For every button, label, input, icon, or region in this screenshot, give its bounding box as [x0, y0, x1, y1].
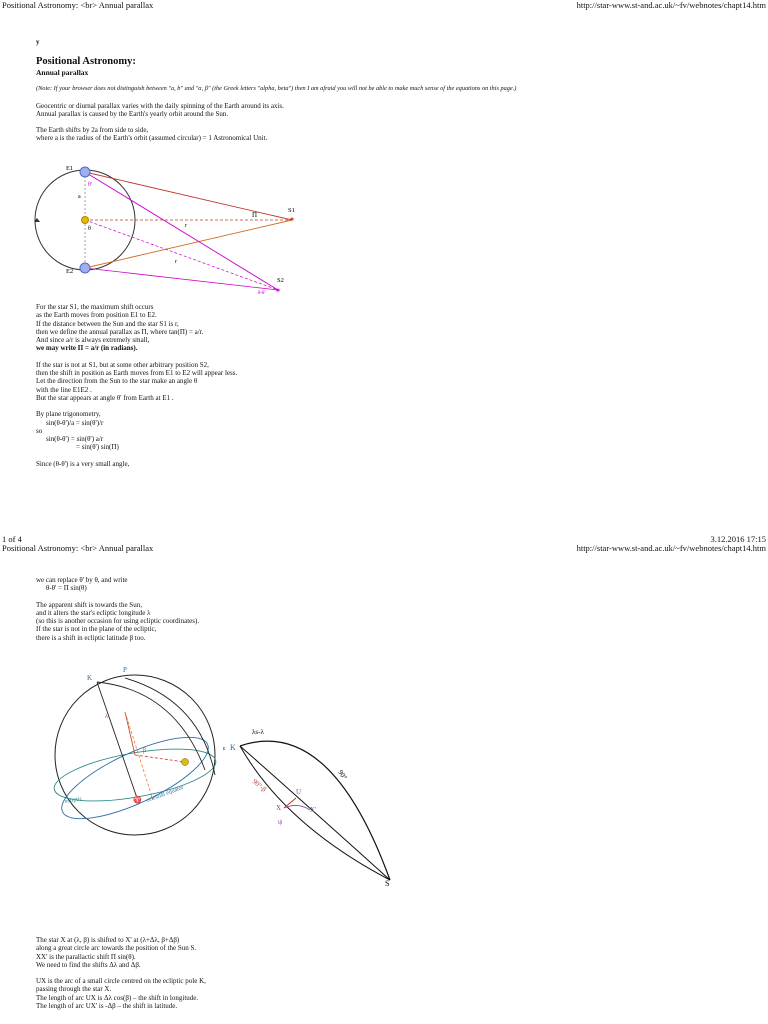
- p4-line5: But the star appears at angle θ' from Earth at E1 .: [36, 393, 174, 402]
- label-aries: ♈: [133, 796, 142, 804]
- label-ecliptic: ecliptic: [64, 795, 83, 805]
- page-title-header-2: Positional Astronomy: <br> Annual parallax: [2, 543, 154, 553]
- p2-2-3: (so this is another occasion for using ecliptic coordinates).: [36, 617, 200, 626]
- label-E2: E2: [66, 268, 74, 275]
- p2-3-4: We need to find the shifts Δλ and Δβ.: [36, 960, 141, 969]
- p3-line5: And since a/r is always extremely small,: [36, 336, 150, 345]
- p5: By plane trigonometry,: [36, 410, 101, 419]
- page1-content: [36, 38, 736, 143]
- para-shift1: The Earth shifts by 2a from side to side,: [36, 126, 149, 135]
- print-timestamp: 3.12.2016 17:15: [710, 534, 766, 544]
- p2-4-1: UX is the arc of a small circle centred on the ecliptic pole K,: [36, 977, 206, 986]
- p4-line1: If the star is not at S1, but at some other arbitrary position S2,: [36, 360, 209, 369]
- label-thetap: θ': [88, 182, 92, 188]
- para-annual: Annual parallax is caused by the Earth's yearly orbit around the Sun.: [36, 109, 229, 118]
- label-psi: ψ: [278, 818, 283, 826]
- p2-4-2: passing through the star X.: [36, 985, 112, 994]
- p6: Since (θ-θ') is a very small angle,: [36, 459, 130, 468]
- print-header: [0, 0, 768, 10]
- page2-content: [36, 576, 736, 642]
- page-number: 1 of 4: [2, 534, 22, 544]
- p2-3-2: along a great circle arc towards the position of the Sun S.: [36, 944, 197, 953]
- p2-4-4: The length of arc UX' is -Δβ – the shift in latitude.: [36, 1002, 178, 1011]
- p2-4-3: The length of arc UX is Δλ cos(β) – the shift in longitude.: [36, 993, 199, 1002]
- p2-2-1: The apparent shift is towards the Sun,: [36, 600, 142, 609]
- label-thetadiff: θ-θ': [258, 291, 266, 296]
- p2-2-5: there is a shift in ecliptic latitude β too.: [36, 633, 146, 642]
- label-lambda: λ: [105, 714, 108, 720]
- label-U: U: [296, 788, 302, 796]
- p3-line1: For the star S1, the maximum shift occurs: [36, 303, 154, 311]
- page-url-header-2[interactable]: http://star-www.st-and.ac.uk/~fv/webnotes/chapt14.htm: [576, 543, 766, 553]
- note: (Note: If your browser does not distinguish between "a, b" and "α, β" (the Greek letters "alpha, beta") then I am afraid you will not be able to make much sense of the equations on this page.): [36, 85, 517, 93]
- subheading: Annual parallax: [36, 68, 89, 78]
- heading: Positional Astronomy:: [36, 56, 136, 68]
- label-r1: r: [185, 223, 187, 229]
- label-S1: S1: [288, 207, 295, 214]
- label-X: X: [276, 804, 282, 812]
- p2-1b: θ-θ' = Π sin(θ): [46, 584, 87, 593]
- label-Pi: Π: [252, 211, 258, 219]
- p4-line3: Let the direction from the Sun to the star make an angle θ: [36, 377, 198, 386]
- celestial-sphere-diagram: [25, 660, 245, 840]
- page-title-header: Positional Astronomy: <br> Annual parallax: [2, 0, 154, 10]
- label-E1: E1: [66, 165, 74, 172]
- p3-line4: then we define the annual parallax as Π, where tan(Π) = a/r.: [36, 327, 204, 336]
- label-a: a: [78, 194, 81, 200]
- label-S: S: [385, 879, 390, 888]
- page1-content-2: [36, 303, 736, 468]
- para-geocentric: Geocentric or diurnal parallax varies with the daily spinning of the Earth around its axis.: [36, 101, 284, 110]
- page-url-header[interactable]: http://star-www.st-and.ac.uk/~fv/webnotes/chapt14.htm: [576, 0, 766, 10]
- p3-line2: as the Earth moves from position E1 to E2.: [36, 311, 157, 320]
- print-header-2: [0, 543, 768, 553]
- p2-3-1: The star X at (λ, β) is shifted to X' at (λ+Δλ, β+Δβ): [36, 936, 180, 944]
- label-theta: θ: [88, 226, 91, 232]
- label-P: P: [123, 666, 127, 674]
- svg-text:✶: ✶: [274, 286, 282, 295]
- stray-char: y: [36, 38, 40, 46]
- p2-2-2: and it alters the star's ecliptic longitude λ: [36, 608, 151, 617]
- label-lambda-diff: λs-λ: [252, 728, 264, 736]
- p3-line3: If the distance between the Sun and the star S1 is r,: [36, 319, 179, 328]
- p2-1a: we can replace θ' by θ, and write: [36, 576, 128, 584]
- eq1: sin(θ-θ')/a = sin(θ')/r: [46, 418, 104, 427]
- eq3: = sin(θ') sin(Π): [76, 443, 119, 452]
- page2-content-2: [36, 936, 736, 1010]
- para-shift2: where a is the radius of the Earth's orbit (assumed circular) = 1 Astronomical Unit.: [36, 134, 268, 143]
- parallax-diagram: [30, 160, 310, 300]
- spherical-triangle-diagram: [230, 720, 410, 890]
- label-ninety: 90°: [336, 768, 349, 782]
- label-Xp: X': [310, 806, 317, 814]
- label-beta: β: [143, 748, 147, 754]
- p2-3-3: XX' is the parallactic shift Π sin(θ).: [36, 952, 136, 961]
- label-ninety-beta: 90°-β: [250, 777, 268, 794]
- label-r2: r: [175, 259, 177, 265]
- label-S2: S2: [277, 277, 284, 284]
- p2-2-4: If the star is not in the plane of the ecliptic,: [36, 625, 157, 634]
- svg-text:✶: ✶: [288, 215, 296, 224]
- label-eps: ε: [223, 746, 226, 752]
- label-K: K: [87, 674, 93, 682]
- eq2: sin(θ-θ') = sin(θ') a/r: [46, 435, 104, 444]
- label-K2: K: [230, 743, 236, 752]
- p4-line2: then the shift in position as Earth moves from E1 to E2 will appear less.: [36, 369, 238, 378]
- p3-line6: we may write Π = a/r (in radians).: [36, 344, 138, 353]
- label-equator: celestial equator: [145, 784, 185, 804]
- p4-line4: with the line E1E2 .: [36, 385, 92, 394]
- so: so: [36, 426, 43, 435]
